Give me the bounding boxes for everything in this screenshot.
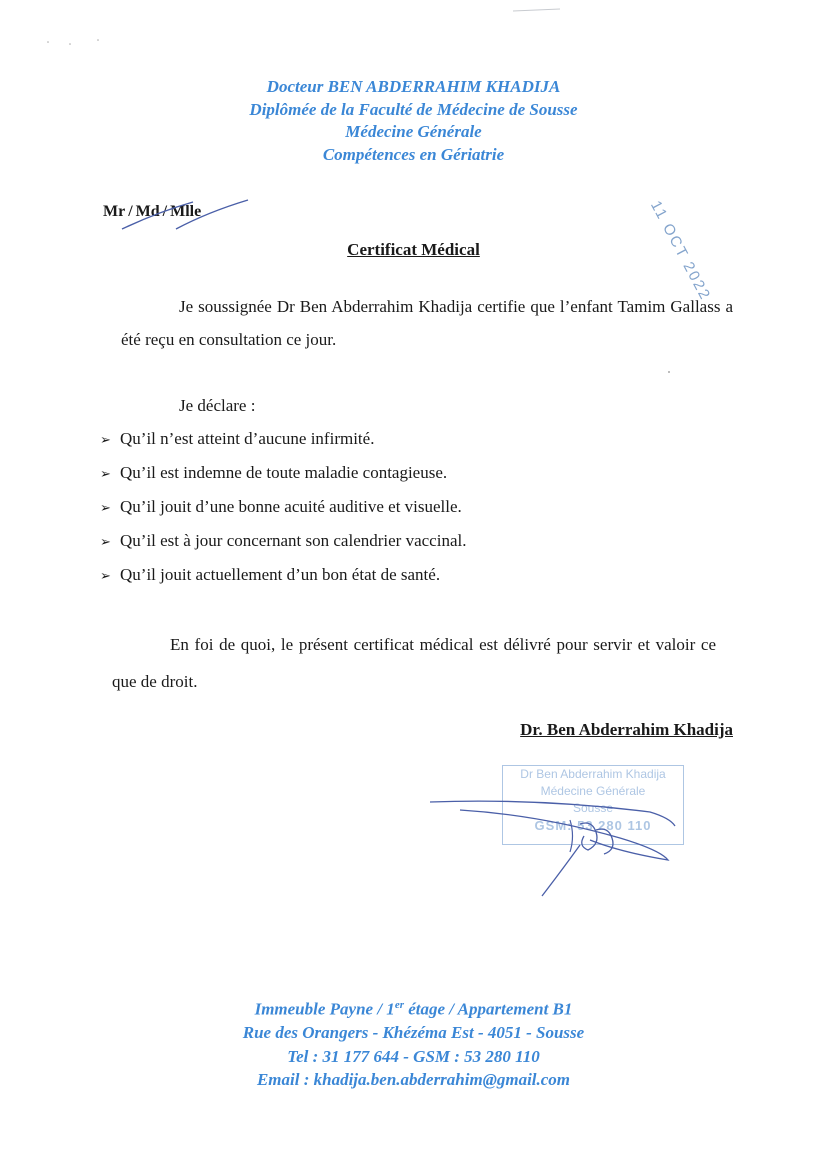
stamp-line: Sousse xyxy=(572,801,614,815)
arrow-bullet-icon: ➢ xyxy=(100,534,111,549)
letterhead-footer xyxy=(0,994,827,1092)
stamp-line: Dr Ben Abderrahim Khadija xyxy=(520,767,666,781)
footer-address-building: Immeuble Payne / 1er étage / Appartement B1 xyxy=(254,999,573,1019)
date-stamp: 11 OCT 2022 xyxy=(646,198,714,304)
list-item: ➢ Qu’il est à jour concernant son calendrier vaccinal. xyxy=(100,529,466,563)
doctor-name: Docteur BEN ABDERRAHIM KHADIJA xyxy=(266,77,561,96)
arrow-bullet-icon: ➢ xyxy=(100,432,111,447)
document-title-text: Certificat Médical xyxy=(347,240,480,259)
closing-text: En foi de quoi, le présent certificat médical est délivré pour servir et valoir ce que de droit. xyxy=(112,635,716,691)
list-item: ➢ Qu’il jouit d’une bonne acuité auditive et visuelle. xyxy=(100,495,466,529)
declaration-list xyxy=(100,427,466,597)
certification-paragraph xyxy=(121,290,733,356)
salutation-separator: / xyxy=(128,203,133,220)
signer-name: Dr. Ben Abderrahim Khadija xyxy=(520,720,733,739)
list-item: ➢ Qu’il n’est atteint d’aucune infirmité. xyxy=(100,427,466,461)
handwritten-signature xyxy=(420,760,700,905)
list-item: ➢ Qu’il est indemne de toute maladie contagieuse. xyxy=(100,461,466,495)
salutation-separator: / xyxy=(162,203,168,220)
letterhead xyxy=(0,76,827,166)
declaration-intro: Je déclare : xyxy=(179,396,256,415)
document-title xyxy=(0,240,827,260)
arrow-bullet-icon: ➢ xyxy=(100,466,111,481)
salutation-mr: Mr xyxy=(103,203,126,220)
certification-text: Je soussignée Dr Ben Abderrahim Khadija certifie que l’enfant Tamim Gallass a été reçu en consultation ce jour. xyxy=(121,297,733,349)
salutation-mlle: Mlle xyxy=(170,203,202,220)
doctor-diploma: Diplômée de la Faculté de Médecine de Sousse xyxy=(249,99,578,119)
footer-phone: Tel : 31 177 644 - GSM : 53 280 110 xyxy=(287,1046,540,1066)
footer-email: Email : khadija.ben.abderrahim@gmail.com xyxy=(256,1070,571,1090)
closing-paragraph xyxy=(112,626,716,700)
footer-address-street: Rue des Orangers - Khézéma Est - 4051 - Sousse xyxy=(242,1023,585,1043)
doctor-competence: Compétences en Gériatrie xyxy=(322,144,505,164)
doctor-specialty: Médecine Générale xyxy=(345,122,482,141)
salutation-md: Md xyxy=(135,203,160,220)
list-item: ➢ Qu’il jouit actuellement d’un bon état de santé. xyxy=(100,563,466,597)
salutation-strikethrough xyxy=(118,194,253,234)
arrow-bullet-icon: ➢ xyxy=(100,500,111,515)
stamp-line: Médecine Générale xyxy=(540,784,646,798)
stamp-line: GSM: 53 280 110 xyxy=(534,818,652,833)
arrow-bullet-icon: ➢ xyxy=(100,568,111,583)
